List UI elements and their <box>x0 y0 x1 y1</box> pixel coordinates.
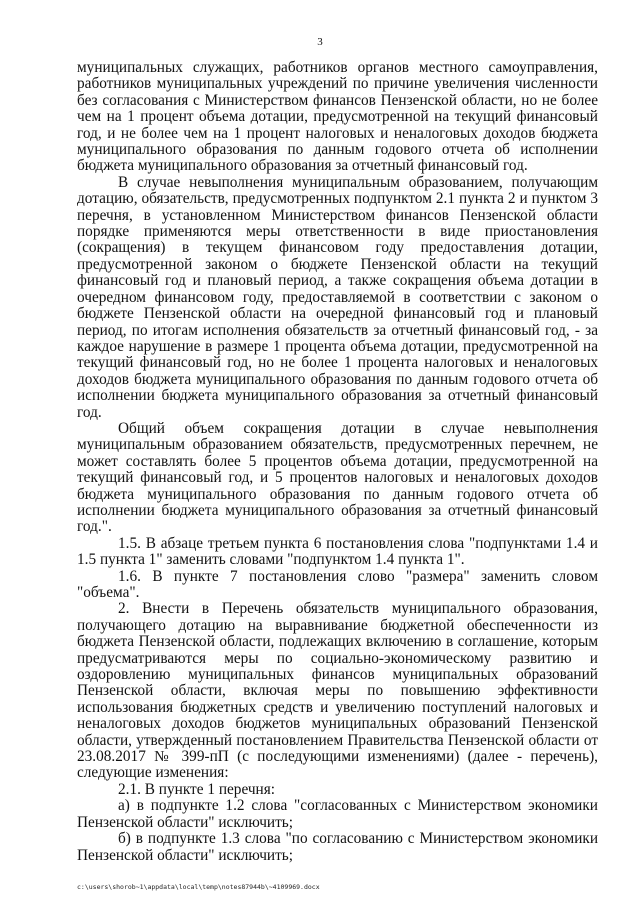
paragraph-7: 2.1. В пункте 1 перечня: <box>118 780 276 798</box>
paragraph-2: В случае невыполнения муниципальным образованием, получающим дотацию, обязательств, предусмотренных подпунктом 2.1 пункта 2 и пунктом 3 перечня, в установленном Министерством финансов Пензенской области порядке применяются меры ответственности в виде приостановления (сокращения) в текущем финансовом году предоставления дотации, предусмотренной законом о бюджете Пензенской области на текущий финансовый год и плановый период, а также сокращения объема дотации в очередном финансовом году, предоставляемой в соответствии с законом о бюджете Пензенской области на очередной финансовый год и плановый период, по итогам исполнения обязательств за отчетный финансовый год, - за каждое нарушение в размере 1 процента объема дотации, предусмотренной на текущий финансовый год, но не более 1 процента налоговых и неналоговых доходов бюджета муниципального образования по данным годового отчета об исполнении бюджета муниципального образования за отчетный финансовый год. <box>77 173 598 421</box>
paragraph-4: 1.5. В абзаце третьем пункта 6 постановления слова "подпунктами 1.4 и 1.5 пункта 1" заменить словами "подпунктом 1.4 пункта 1". <box>77 534 598 569</box>
paragraph-3: Общий объем сокращения дотации в случае невыполнения муниципальным образованием обязательств, предусмотренных перечнем, не может составлять более 5 процентов объема дотации, предусмотренной на текущий финансовый год, и 5 процентов налоговых и неналоговых доходов бюджета муниципального образования по данным годового отчета об исполнении бюджета муниципального образования за отчетный финансовый год.". <box>77 419 598 536</box>
paragraph-1: муниципальных служащих, работников органов местного самоуправления, работников муниципальных учреждений по причине увеличения численности без согласования с Министерством финансов Пензенской области, но не более чем на 1 процент объема дотации, предусмотренной на текущий финансовый год, и не более чем на 1 процент налоговых и неналоговых доходов бюджета муниципального образования по данным годового отчета об исполнении бюджета муниципального образования за отчетный финансовый год. <box>77 59 598 175</box>
paragraph-5: 1.6. В пункте 7 постановления слово "размера" заменить словом "объема". <box>77 567 598 601</box>
page-number: 3 <box>317 36 323 48</box>
paragraph-8: а) в подпункте 1.2 слова "согласованных с Министерством экономики Пензенской области" исключить; <box>77 797 598 831</box>
footer-file-path: c:\users\shorob~1\appdata\local\temp\notes87944b\~4109969.docx <box>77 883 320 891</box>
document-body <box>77 60 598 864</box>
paragraph-6: 2. Внести в Перечень обязательств муниципального образования, получающего дотацию на выравнивание бюджетной обеспеченности из бюджета Пензенской области, подлежащих включению в соглашение, которым предусматриваются меры по социально-экономическому развитию и оздоровлению муниципальных финансов муниципальных образований Пензенской области, включая меры по повышению эффективности использования бюджетных средств и увеличению поступлений налоговых и неналоговых доходов бюджетов муниципальных образований Пензенской области, утвержденный постановлением Правительства Пензенской области от 23.08.2017 № 399-пП (с последующими изменениями) (далее - перечень), следующие изменения: <box>77 600 598 782</box>
paragraph-9: б) в подпункте 1.3 слова "по согласованию с Министерством экономики Пензенской области" исключить; <box>77 830 598 864</box>
